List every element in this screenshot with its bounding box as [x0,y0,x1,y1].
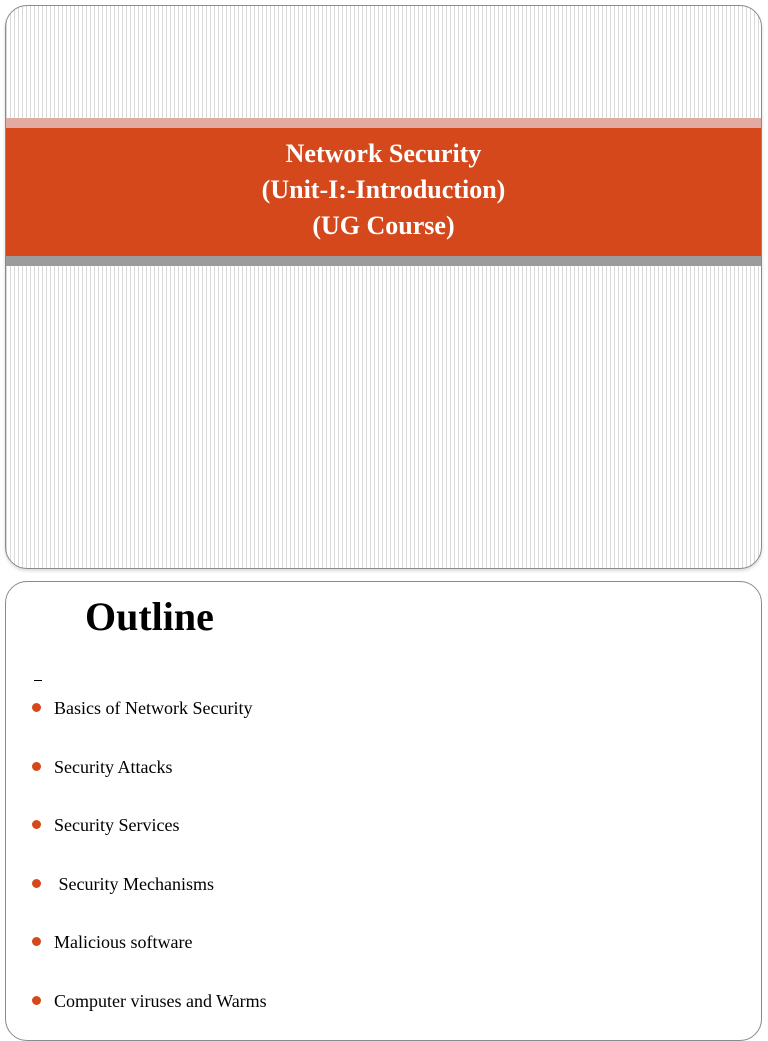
list-item-text: Security Services [54,815,180,835]
slide-title-line-2: (Unit-I:-Introduction) [261,175,506,204]
title-band-bottom-stripe [6,256,761,266]
list-item-text: Security Mechanisms [54,873,214,894]
slide-title-line-3: (UG Course) [312,211,455,240]
list-item-text: Computer viruses and Warms [54,990,267,1011]
list-item-text: Security Attacks [54,756,173,777]
slide-title-line-1: Network Security [285,139,482,168]
title-band-top-stripe [6,118,761,128]
dash-mark [34,680,42,681]
bullet-dot-icon [32,879,41,888]
bullet-dot-icon [32,996,41,1005]
list-item-text: Basics of Network Security [54,698,253,718]
slide-title [6,136,761,244]
bullet-dot-icon [32,762,41,771]
bullet-dot-icon [32,703,41,712]
title-slide [5,5,762,569]
outline-title: Outline [85,594,214,639]
bullet-dot-icon [32,820,41,829]
list-item-text: Malicious software [54,932,193,952]
bullet-dot-icon [32,937,41,946]
outline-slide [5,581,762,1041]
